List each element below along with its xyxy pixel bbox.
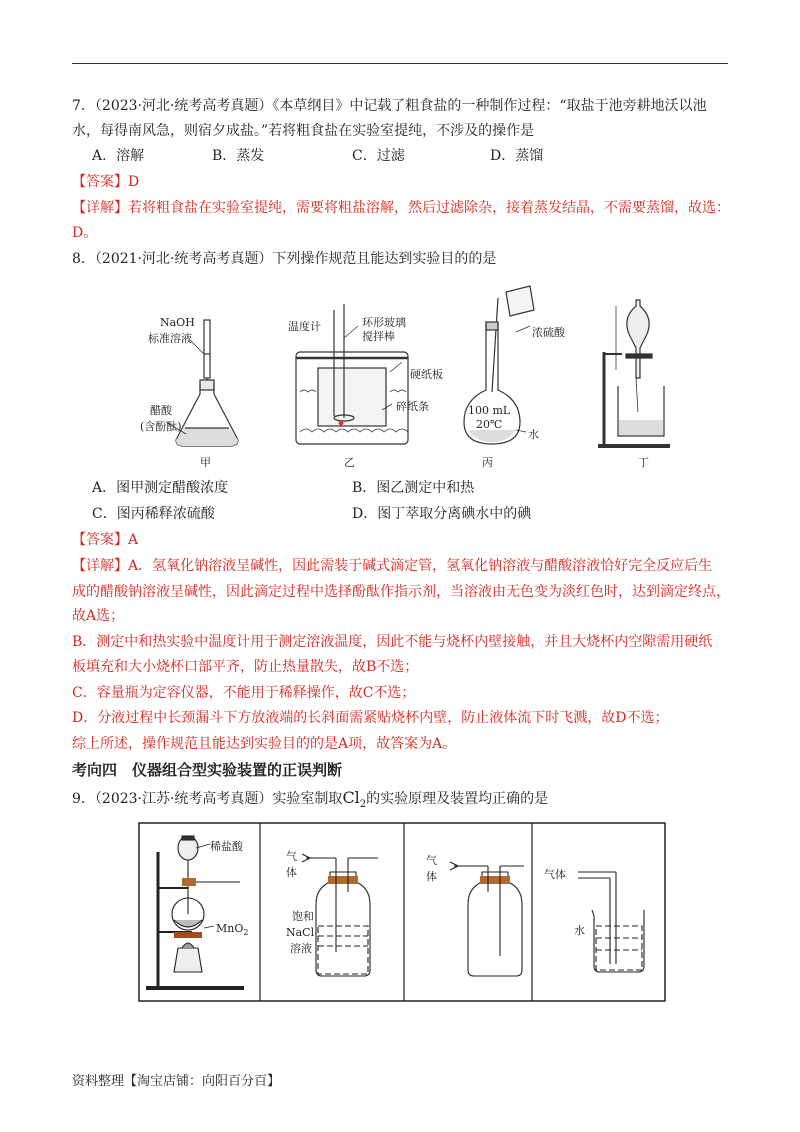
q7-stem-line1: 7．（2023·河北·统考高考真题）《本草纲目》中记载了粗食盐的一种制作过程：“取盐于池旁耕地沃以池 [72, 98, 707, 114]
label-nacl: NaCl [286, 926, 315, 939]
label-paper-scraps: 碎纸条 [396, 400, 429, 413]
label-solution: 溶液 [290, 942, 312, 955]
q7-stem-line2: 水，每得南风急，则宿夕成盐。”若将粗食盐在实验室提纯，不涉及的操作是 [72, 123, 535, 139]
q7-detail-line2: D。 [72, 225, 98, 241]
q7-option-a: A．溶解 [92, 148, 145, 164]
label-gas-char2: 体 [426, 870, 437, 883]
section-heading: 考向四 仪器组合型实验装置的正误判断 [72, 761, 343, 779]
cl2-formula-main: Cl [342, 788, 360, 807]
q8-answer: 【答案】A [72, 532, 139, 548]
label-acetic-acid: 醋酸 [150, 404, 172, 417]
q7-option-c: C．过滤 [352, 148, 405, 164]
cl2-formula [342, 788, 367, 811]
label-naoh: NaOH [160, 316, 195, 329]
q8-detail-line: 【详解】A．氢氧化钠溶液呈碱性，因此需装于碱式滴定管，氢氧化钠溶液与醋酸溶液恰好完全反应后生 [72, 558, 713, 574]
q8-figure [130, 282, 690, 472]
separatory-funnel-apparatus [598, 300, 670, 446]
caption-ding: 丁 [638, 456, 649, 469]
label-mno2-main: MnO [216, 922, 244, 935]
q7-detail-line1: 【详解】若将粗食盐在实验室提纯，需要将粗盐溶解，然后过滤除杂，接着蒸发结晶，不需要蒸馏，故选： [72, 200, 730, 216]
cl2-generator-apparatus [146, 836, 244, 988]
caption-yi: 乙 [344, 456, 355, 469]
footer-text: 资料整理【淘宝店铺：向阳百分百】 [72, 1074, 281, 1089]
label-mno2-sub: 2 [243, 928, 249, 937]
label-100ml: 100 mL [468, 404, 511, 417]
q8-detail-line: 综上所述，操作规范且能达到实验目的的是A项，故答案为A。 [72, 736, 457, 752]
header-rule [72, 63, 728, 64]
label-saturated: 饱和 [292, 910, 314, 923]
label-thermometer: 温度计 [288, 320, 321, 333]
q8-detail-line: 故A选； [72, 608, 125, 624]
label-water: 水 [528, 428, 539, 441]
q7-option-d: D．蒸馏 [490, 148, 544, 164]
label-stirrer-line1: 环形玻璃 [362, 316, 406, 329]
label-cardboard: 硬纸板 [410, 368, 443, 381]
q8-option-c: C．图丙稀释浓硫酸 [92, 506, 215, 522]
label-standard-solution: 标准溶液 [148, 332, 192, 345]
q8-detail-line: 成的醋酸钠溶液呈碱性，因此滴定过程中选择酚酞作指示剂，当溶液由无色变为淡红色时，达到滴定终点， [72, 584, 730, 600]
collection-bottle [450, 862, 524, 976]
q8-detail-line: C．容量瓶为定容仪器，不能用于稀释操作，故C不选； [72, 685, 416, 701]
label-conc-sulfuric-acid: 浓硫酸 [532, 326, 565, 339]
label-20c: 20℃ [476, 418, 503, 431]
q9-stem [72, 788, 548, 815]
q9-stem-pre: 9．（2023·江苏·统考高考真题）实验室制取 [72, 791, 343, 807]
label-gas-char2: 体 [286, 866, 297, 879]
label-stirrer-line2: 搅拌棒 [362, 330, 395, 343]
q7-option-b: B．蒸发 [212, 148, 265, 164]
q8-option-d: D．图丁萃取分离碘水中的碘 [352, 506, 532, 522]
q9-stem-post: 的实验原理及装置均正确的是 [366, 791, 549, 807]
cl2-formula-sub: 2 [359, 799, 367, 811]
caption-jia: 甲 [200, 456, 211, 469]
q8-stem: 8．（2021·河北·统考高考真题）下列操作规范且能达到实验目的的是 [72, 251, 497, 267]
label-mno2 [216, 922, 248, 937]
q8-detail-line: 板填充和大小烧杯口部平齐，防止热量散失，故B不选； [72, 659, 419, 675]
q8-detail-line: B．测定中和热实验中温度计用于测定溶液温度，因此不能与烧杯内壁接触，并且大烧杯内空隙需用硬纸 [72, 634, 713, 650]
q7-answer: 【答案】D [72, 174, 140, 190]
q8-option-b: B．图乙测定中和热 [352, 480, 475, 496]
q8-detail-line: D．分液过程中长颈漏斗下方放液端的长斜面需紧贴烧杯内壁，防止液体流下时飞溅，故D不选； [72, 710, 669, 726]
label-gas: 气体 [544, 868, 566, 881]
water-beaker [578, 872, 644, 972]
label-gas-char1: 气 [426, 854, 437, 867]
label-water: 水 [574, 924, 585, 937]
q9-figure [138, 822, 666, 1002]
label-gas-char1: 气 [286, 850, 297, 863]
caption-bing: 丙 [482, 456, 493, 469]
label-dilute-hcl: 稀盐酸 [210, 840, 243, 853]
label-phenolphthalein: (含酚酞) [140, 420, 182, 433]
q8-option-a: A．图甲测定醋酸浓度 [92, 480, 229, 496]
